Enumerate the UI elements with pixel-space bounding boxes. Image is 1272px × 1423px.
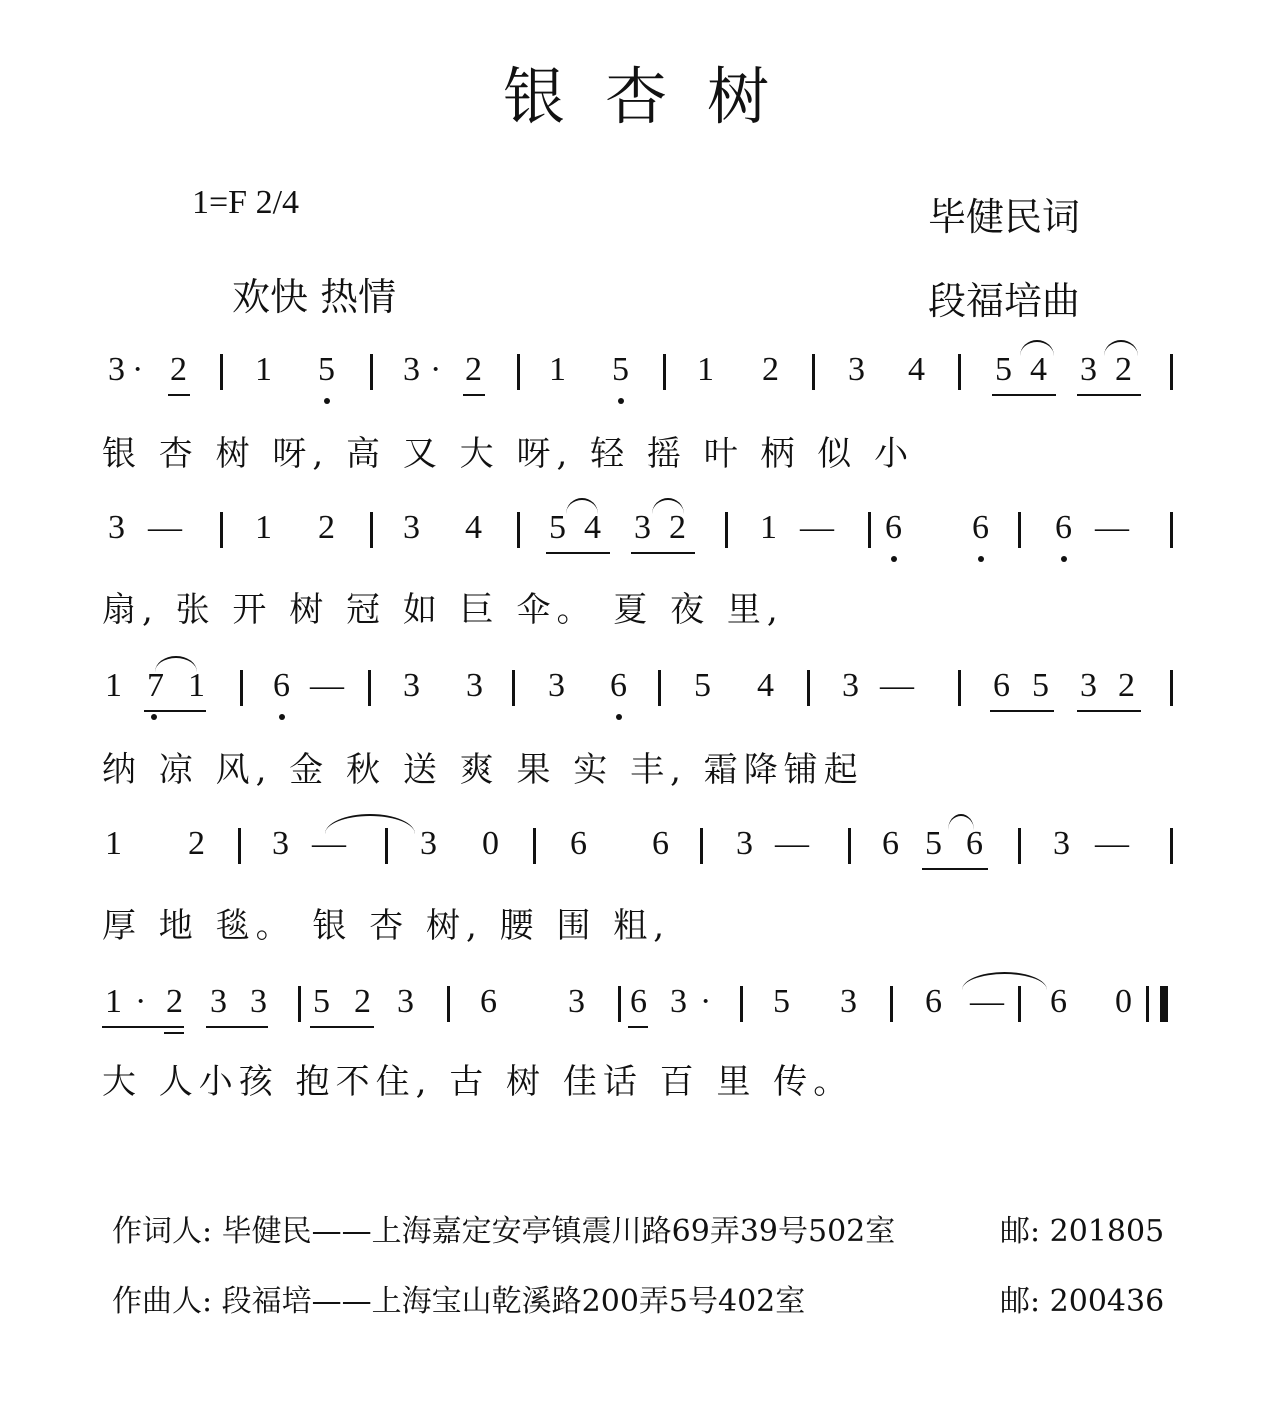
lyricist-credit: 毕健民词 [928, 195, 1081, 239]
song-title: 银杏树 [502, 60, 809, 133]
composer-credit: 段福培曲 [928, 279, 1081, 323]
key-signature: 1=F 2/4 [192, 184, 300, 221]
notation-line-3: 1 7 1 6 — 3 3 3 6 5 4 3 — 6 5 3 2 [100, 656, 1190, 716]
notation-line-1: 3 · 2 1 5 3 · 2 1 5 1 2 3 4 5 4 3 2 [100, 340, 1190, 400]
composer-address [112, 1276, 1165, 1320]
notation-line-5: 1 · 2 3 3 5 2 3 6 3 6 3 · 5 3 6 — 6 0 [100, 972, 1190, 1032]
lyrics-line-2: 扇, 张 开 树 冠 如 巨 伞。 夏 夜 里, [102, 590, 784, 630]
notation-line-4: 1 2 3 — 3 0 6 6 3 — 6 5 6 3 — [100, 814, 1190, 874]
lyrics-line-1: 银 杏 树 呀, 高 又 大 呀, 轻 摇 叶 柄 似 小 [102, 434, 915, 474]
lyricist-address-text: 作词人: 毕健民——上海嘉定安亭镇震川路69弄39号502室 [112, 1214, 896, 1249]
lyricist-address [112, 1206, 1165, 1250]
lyricist-postcode: 邮: 201805 [1000, 1214, 1165, 1249]
lyrics-line-5: 大 人小孩 抱不住, 古 树 佳话 百 里 传。 [102, 1062, 854, 1102]
composer-postcode: 邮: 200436 [1000, 1284, 1165, 1319]
lyrics-line-3: 纳 凉 风, 金 秋 送 爽 果 实 丰, 霜降铺起 [102, 750, 864, 790]
composer-address-text: 作曲人: 段福培——上海宝山乾溪路200弄5号402室 [112, 1284, 806, 1319]
lyrics-line-4: 厚 地 毯。 银 杏 树, 腰 围 粗, [102, 906, 671, 946]
notation-line-2: 3 — 1 2 3 4 5 4 3 2 1 — 6 6 6 — [100, 498, 1190, 558]
tempo-marking: 欢快 热情 [232, 275, 397, 319]
